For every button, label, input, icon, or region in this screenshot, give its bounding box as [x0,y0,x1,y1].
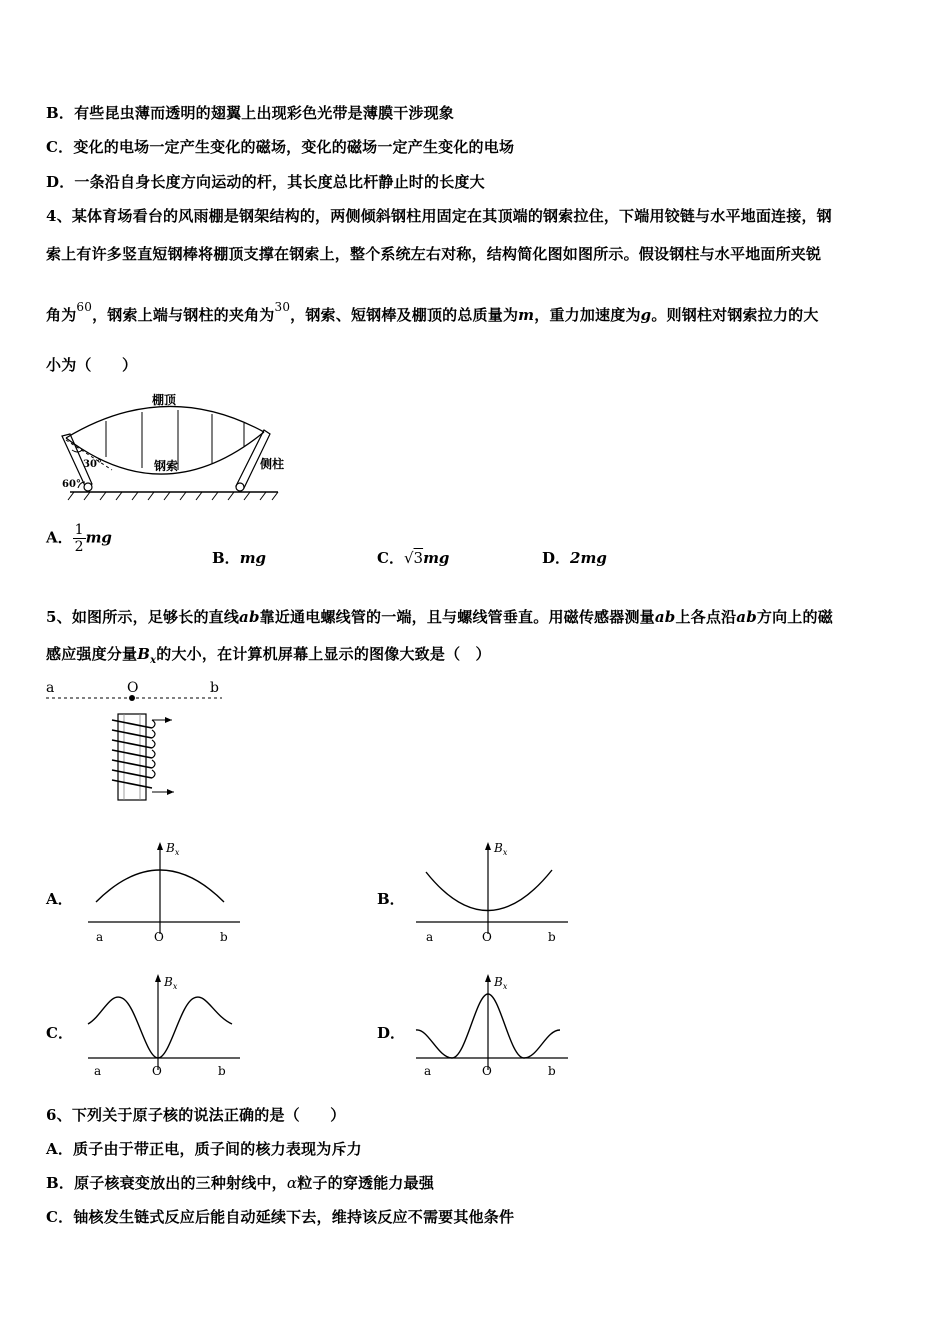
svg-text:Bx: $B_x$ [166,841,180,857]
svg-text:b: b [220,930,228,944]
q3-option-b: B．有些昆虫薄而透明的翅翼上出现彩色光带是薄膜干涉现象 [46,104,455,122]
q6-stem: 6、下列关于原子核的说法正确的是（ ） [46,1106,346,1124]
svg-text:a: a [94,1064,102,1078]
svg-text:O: O [482,930,492,944]
q5-option-b-label: B． [377,890,405,908]
q5-graph-b [412,838,572,948]
q5-solenoid-figure [40,676,240,806]
q4-stem-line1: 4、某体育场看台的风雨棚是钢架结构的，两侧倾斜钢柱用固定在其顶端的钢索拉住，下端用铰链与水平地面连接，钢 [46,207,832,225]
q5-graph-d [412,972,572,1082]
label-angle-30: 30° [83,459,102,470]
svg-text:b: b [548,930,556,944]
q5-option-c-label: C． [46,1024,73,1042]
q6-option-a: A．质子由于带正电，质子间的核力表现为斥力 [46,1140,362,1158]
q5-stem-line2: 感应强度分量$B_x$的大小，在计算机屏幕上显示的图像大致是（ ） [46,645,491,666]
label-angle-60: 60° [62,479,81,490]
svg-text:Bx: $B_x$ [494,841,508,857]
q4-canopy-figure [50,388,310,503]
q5-graph-c [84,972,244,1082]
label-b: b [210,680,219,696]
label-o: O [127,680,139,696]
q3-option-c: C．变化的电场一定产生变化的磁场，变化的磁场一定产生变化的电场 [46,138,515,156]
label-a: a [46,680,55,696]
q6-option-c: C．铀核发生链式反应后能自动延续下去，维持该反应不需要其他条件 [46,1208,515,1226]
q4-option-b: B．mg [212,549,267,567]
q5-option-a-label: A． [46,890,73,908]
angle-30: 30 [274,300,291,314]
angle-60: 60 [76,300,93,314]
svg-text:Bx: $B_x$ [494,975,508,991]
q4-stem-line2: 索上有许多竖直短钢棒将棚顶支撑在钢索上，整个系统左右对称，结构简化图如图所示。假设钢柱与水平地面所夹锐 [46,245,822,263]
svg-text:O: O [482,1064,492,1078]
q4-stem-line3: 角为$^{60}$，钢索上端与钢柱的夹角为$^{30}$，钢索、短钢棒及棚顶的总质量为m，重力加速度为g。则钢柱对钢索拉力的大 [46,300,819,324]
q4-option-c: C．√3mg [377,549,450,567]
label-cable: 钢索 [154,459,179,473]
svg-text:O: O [152,1064,162,1078]
q4-option-d: D．2mg [542,549,607,567]
q6-option-b: B．原子核衰变放出的三种射线中，α粒子的穿透能力最强 [46,1174,435,1192]
svg-text:O: O [154,930,164,944]
label-roof: 棚顶 [152,393,177,407]
svg-text:b: b [218,1064,226,1078]
q5-stem-line1: 5、如图所示，足够长的直线ab靠近通电螺线管的一端，且与螺线管垂直。用磁传感器测量ab上各点沿ab方向上的磁 [46,608,833,626]
q5-option-d-label: D． [377,1024,406,1042]
svg-text:a: a [424,1064,432,1078]
svg-text:b: b [548,1064,556,1078]
svg-text:Bx: $B_x$ [164,975,178,991]
svg-text:a: a [426,930,434,944]
q4-option-a: A． $\frac{1}{2}mg$ [46,522,112,555]
label-column: 侧柱 [260,457,285,471]
q3-option-d: D．一条沿自身长度方向运动的杆，其长度总比杆静止时的长度大 [46,173,485,191]
svg-text:a: a [96,930,104,944]
q4-stem-line4: 小为（ ） [46,356,138,374]
q5-graph-a [84,838,244,948]
